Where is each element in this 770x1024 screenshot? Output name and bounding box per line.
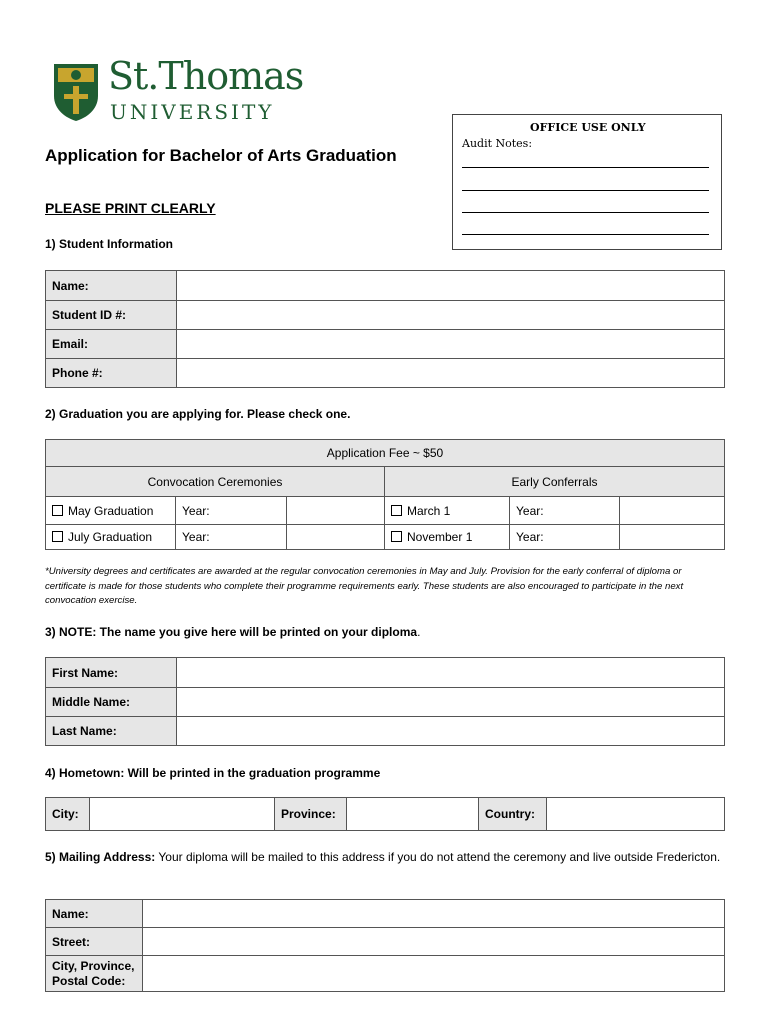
phone-label: Phone #: [46,359,177,388]
street-label: Street: [46,928,143,956]
audit-line[interactable] [462,167,709,168]
convocation-header: Convocation Ceremonies [46,467,385,497]
section3-heading: 3) NOTE: The name you give here will be printed on your diploma. [45,625,421,639]
logo-university: UNIVERSITY [110,100,275,124]
last-name-label: Last Name: [46,717,177,746]
phone-input[interactable] [177,359,725,388]
middle-name-input[interactable] [177,688,725,717]
graduation-footnote: *University degrees and certificates are awarded at the regular convocation ceremonies in May and July. Provision for the early conferral of diploma or certificate is made for those students who complete their programme requirements early. These students are also encouraged to participate in the next convocation exercise. [45,566,684,606]
november-year-input[interactable] [620,525,725,550]
last-name-input[interactable] [177,717,725,746]
student-id-label: Student ID #: [46,301,177,330]
application-fee: Application Fee ~ $50 [46,440,725,467]
early-conferrals-header: Early Conferrals [385,467,725,497]
student-info-table [45,270,725,388]
july-graduation-option[interactable]: July Graduation [46,525,176,550]
checkbox[interactable] [391,505,402,516]
middle-name-label: Middle Name: [46,688,177,717]
university-crest-icon [52,62,100,122]
hometown-table [45,797,725,831]
checkbox[interactable] [52,531,63,542]
student-id-input[interactable] [177,301,725,330]
street-input[interactable] [143,928,725,956]
province-label: Province: [275,798,347,831]
year-label: Year: [176,497,287,525]
section2-heading: 2) Graduation you are applying for. Please check one. [45,407,351,421]
first-name-input[interactable] [177,658,725,688]
graduation-table [45,439,725,550]
section4-heading: 4) Hometown: Will be printed in the graduation programme [45,766,381,780]
checkbox[interactable] [52,505,63,516]
audit-line[interactable] [462,190,709,191]
november-1-option[interactable]: November 1 [385,525,510,550]
country-input[interactable] [547,798,725,831]
march-year-input[interactable] [620,497,725,525]
year-label: Year: [510,525,620,550]
city-postal-label: City, Province, Postal Code: [46,956,143,992]
email-label: Email: [46,330,177,359]
checkbox[interactable] [391,531,402,542]
email-input[interactable] [177,330,725,359]
march-1-option[interactable]: March 1 [385,497,510,525]
print-clearly-note: PLEASE PRINT CLEARLY [45,200,216,216]
mailing-address-table [45,899,725,992]
year-label: Year: [510,497,620,525]
mail-name-input[interactable] [143,900,725,928]
logo-wordmark: St.Thomas [108,54,304,98]
city-label: City: [46,798,90,831]
province-input[interactable] [347,798,479,831]
audit-line[interactable] [462,212,709,213]
mail-name-label: Name: [46,900,143,928]
city-postal-input[interactable] [143,956,725,992]
first-name-label: First Name: [46,658,177,688]
country-label: Country: [479,798,547,831]
audit-line[interactable] [462,234,709,235]
name-input[interactable] [177,271,725,301]
year-label: Year: [176,525,287,550]
july-year-input[interactable] [287,525,385,550]
section1-heading: 1) Student Information [45,237,173,251]
section5-heading: 5) Mailing Address: Your diploma will be mailed to this address if you do not attend the ceremony and live outside Fredericton. [45,850,721,864]
audit-notes-label: Audit Notes: [462,137,533,150]
diploma-name-table [45,657,725,746]
name-label: Name: [46,271,177,301]
office-title: OFFICE USE ONLY [530,121,646,134]
may-year-input[interactable] [287,497,385,525]
form-title: Application for Bachelor of Arts Graduation [45,146,397,165]
may-graduation-option[interactable]: May Graduation [46,497,176,525]
city-input[interactable] [90,798,275,831]
office-use-box [452,114,722,250]
